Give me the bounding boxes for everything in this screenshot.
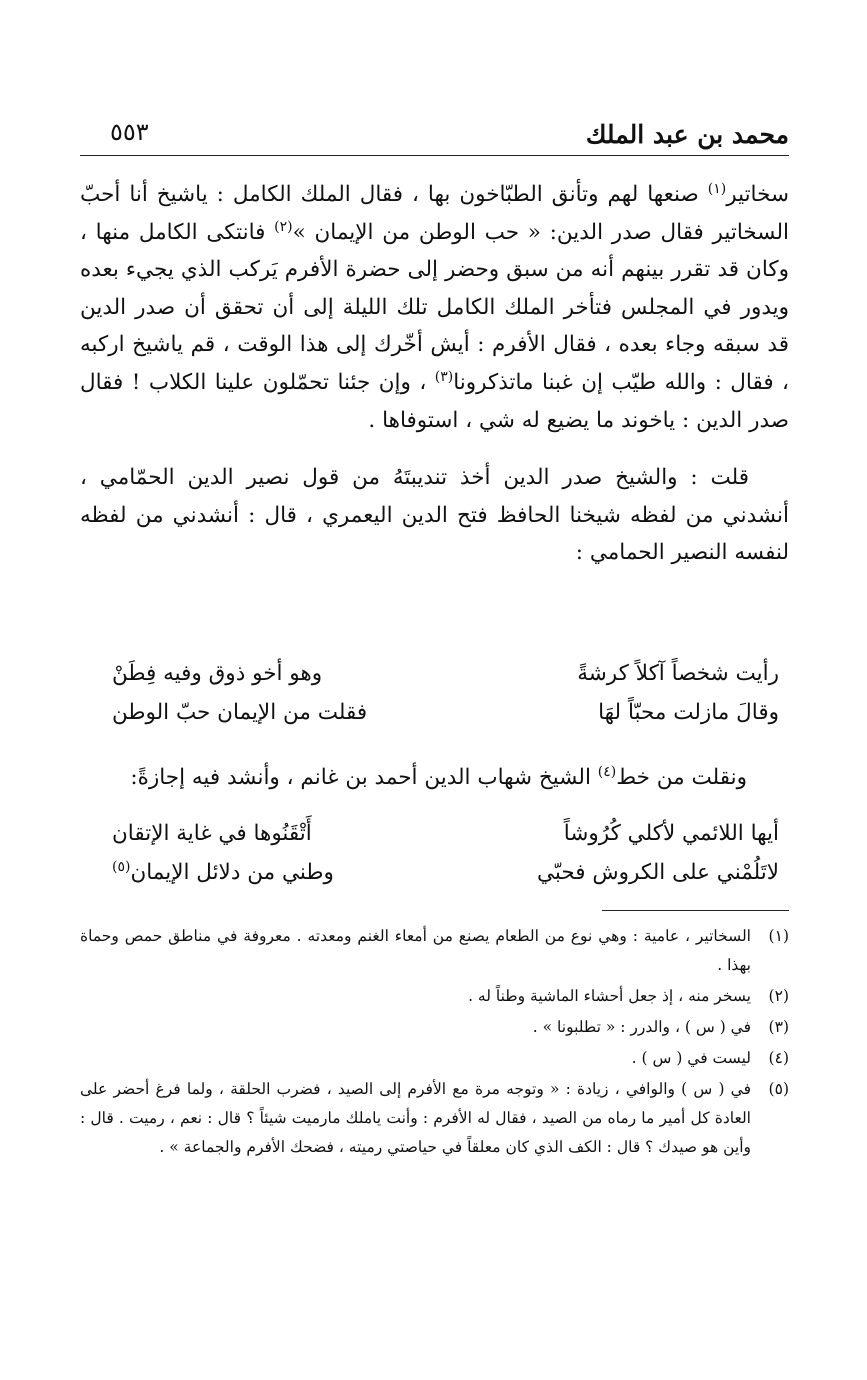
text-run: أَتْقَنُوها في غاية الإتقان bbox=[112, 821, 312, 846]
footnote bbox=[80, 1044, 789, 1073]
footnote-text: في ( س ) ، والدرر : « تطلبونا » . bbox=[532, 1018, 751, 1036]
verse-hemistich-second: فقلت من الإيمان حبّ الوطن bbox=[112, 700, 368, 725]
verse-hemistich-first: وقالَ مازلت محبّاً لهَا bbox=[598, 700, 779, 725]
footnote-number: (٣) bbox=[768, 1018, 789, 1036]
footnotes bbox=[80, 922, 789, 1164]
footnote bbox=[80, 1013, 789, 1042]
footnote bbox=[80, 922, 789, 980]
footnote bbox=[80, 982, 789, 1011]
running-title: محمد بن عبد الملك bbox=[585, 120, 789, 149]
footnote-ref-3: (٣) bbox=[434, 368, 454, 385]
footnote-number: (٢) bbox=[768, 987, 789, 1005]
text-run: ونقلت من خط bbox=[616, 765, 747, 790]
footnote-ref-1: (١) bbox=[707, 180, 727, 197]
header-rule bbox=[80, 155, 789, 156]
main-text bbox=[80, 176, 789, 572]
footnote-text: يسخر منه ، إذ جعل أحشاء الماشية وطناً له . bbox=[468, 987, 751, 1005]
paragraph-2: قلت : والشيخ صدر الدين أخذ تنديبتَهُ من قول نصير الدين الحمّامي ، أنشدني من لفظه شيخنا الحافظ فتح الدين اليعمري ، قال : أنشدني من لفظه لنفسه النصير الحمامي : bbox=[80, 465, 789, 566]
text-run: ، وإن جئنا تحمّلون علينا الكلاب ! فقال صدر الدين : ياخوند ما يضيع له شي ، استوفاها . bbox=[80, 369, 789, 433]
footnote-ref-5: (٥) bbox=[112, 858, 131, 875]
verse-line bbox=[112, 654, 779, 693]
footnote-number: (٥) bbox=[768, 1080, 789, 1098]
footnote bbox=[80, 1075, 789, 1162]
text-run: صنعها لهم وتأنق الطبّاخون بها ، فقال الملك الكامل : ياشيخ أنا أحبّ السخاتير فقال صدر الدين: « حب الوطن من الإيمان » bbox=[80, 182, 789, 245]
footnote-text: السخاتير ، عامية : وهي نوع من الطعام يصنع من أمعاء الغنم ومعدته . معروفة في مناطق حمص وحماة بهذا . bbox=[80, 927, 751, 974]
poem-2 bbox=[112, 814, 779, 892]
footnote-text: في ( س ) والوافي ، زيادة : « وتوجه مرة مع الأفرم إلى الصيد ، فضرب الحلقة ، ولما فرغ أحضر على العادة كل أمير ما رماه من الصيد ، فقال له الأفرم : وأنت ياملك مارميت شيئاً ؟ قال : نعم ، رميت . قال : وأين هو صيدك ؟ قال : الكف الذي كان معلقاً في حياصتي رميته ، فضحك الأفرم والجماعة » . bbox=[80, 1080, 751, 1156]
verse-line bbox=[112, 814, 779, 853]
verse-hemistich-first: أيها اللائمي لأكلي كُرُوشاً bbox=[563, 821, 779, 846]
page-number: ٥٥٣ bbox=[110, 118, 149, 146]
verse-hemistich-first: رأيت شخصاً آكلاً كرشةً bbox=[577, 661, 779, 686]
text-run: وطني من دلائل الإيمان bbox=[130, 860, 334, 885]
verse-hemistich-first: لاتَلُمْني على الكروش فحبّي bbox=[536, 860, 779, 885]
paragraph-1 bbox=[80, 176, 789, 439]
verse-line bbox=[112, 853, 779, 892]
text-run: سخاتير bbox=[726, 182, 789, 207]
poem-1 bbox=[112, 654, 779, 732]
text-run: فانتكى الكامل منها ، وكان قد تقرر بينهم أنه من سبق وحضر إلى حضرة الأفرم يَركب الذي يجيء بعده ويدور في المجلس فتأخر الملك الكامل تلك الليلة إلى أن تحقق أن صدر الدين قد سبقه وجاء بعده ، فقال الأفرم : أيش أخّرك إلى هذا الوقت ، قم ياشيخ اركبه ، فقال : والله طيّب إن غبنا ماتذكرونا bbox=[80, 219, 789, 395]
verse-hemistich-second: وهو أخو ذوق وفيه فِطَنْ bbox=[112, 661, 323, 686]
footnote-rule bbox=[602, 910, 789, 911]
footnote-ref-4: (٤) bbox=[597, 763, 617, 780]
footnote-text: ليست في ( س ) . bbox=[631, 1049, 751, 1067]
footnote-number: (١) bbox=[768, 927, 789, 945]
text-run: الشيخ شهاب الدين أحمد بن غانم ، وأنشد فيه إجازةً: bbox=[130, 765, 598, 790]
verse-line bbox=[112, 693, 779, 732]
verse-hemistich-second bbox=[112, 860, 432, 885]
footnote-number: (٤) bbox=[768, 1049, 789, 1067]
footnote-ref-2: (٢) bbox=[274, 218, 293, 235]
verse-hemistich-second bbox=[112, 821, 432, 846]
transmission-line bbox=[80, 760, 747, 796]
